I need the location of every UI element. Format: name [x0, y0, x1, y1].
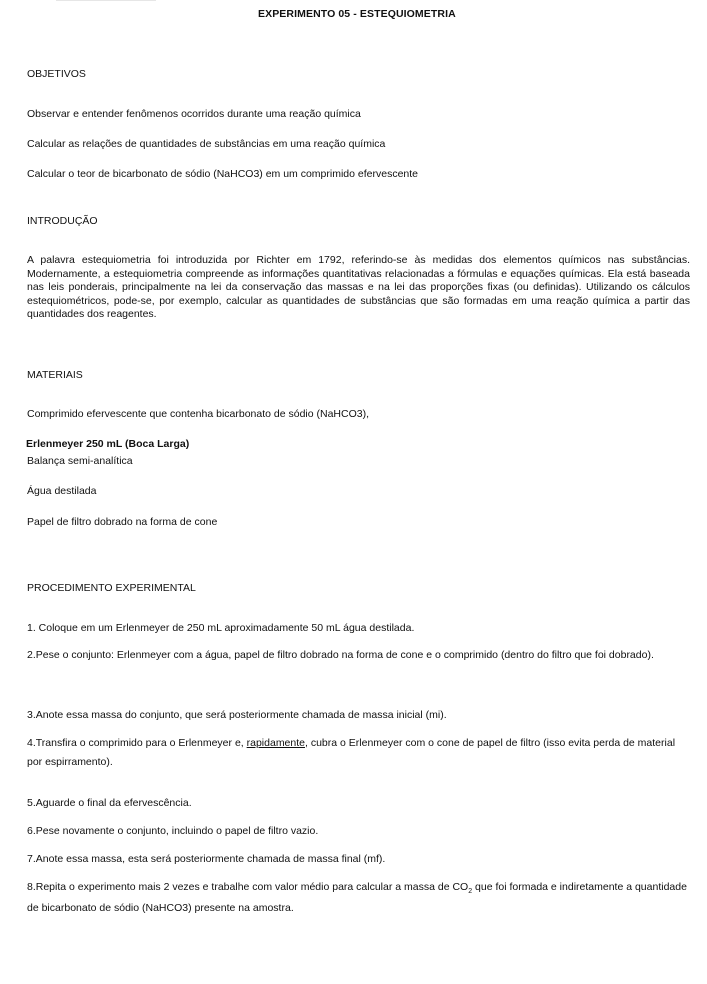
- procedure-step-4-text-end: , cubra o Erlenmeyer com o cone de papel de filtro (isso evita perda de material por espirramento).: [27, 737, 676, 768]
- materiais-heading: MATERIAIS: [27, 369, 83, 381]
- introducao-heading: INTRODUÇÃO: [27, 215, 98, 227]
- material-item: Água destilada: [27, 485, 97, 497]
- material-item: Papel de filtro dobrado na forma de cone: [27, 516, 218, 528]
- material-item: Balança semi-analítica: [27, 455, 133, 467]
- procedure-step-1: 1. Coloque em um Erlenmeyer de 250 mL aproximadamente 50 mL água destilada.: [27, 622, 415, 634]
- objetivos-heading: OBJETIVOS: [27, 68, 86, 80]
- material-item-erlenmeyer: Erlenmeyer 250 mL (Boca Larga): [26, 438, 190, 450]
- objetivo-item: Calcular as relações de quantidades de substâncias em uma reação química: [27, 138, 386, 150]
- procedure-step-7: 7.Anote essa massa, esta será posteriormente chamada de massa final (mf).: [27, 853, 386, 865]
- objetivo-item: Observar e entender fenômenos ocorridos durante uma reação química: [27, 108, 361, 120]
- procedure-step-2: 2.Pese o conjunto: Erlenmeyer com a água, papel de filtro dobrado na forma de cone e o comprimido (dentro do filtro que foi dobrado).: [27, 649, 654, 661]
- procedure-step-8: [27, 879, 687, 917]
- material-item: Comprimido efervescente que contenha bicarbonato de sódio (NaHCO3),: [27, 408, 370, 420]
- co2-subscript: 2: [468, 888, 473, 896]
- procedure-step-3: 3.Anote essa massa do conjunto, que será posteriormente chamada de massa inicial (mi).: [27, 709, 447, 721]
- top-edge-line: [56, 0, 156, 1]
- procedure-step-8-text-end: que foi formada e indiretamente a quantidade de bicarbonato de sódio (NaHCO3) presente na amostra.: [27, 881, 687, 915]
- procedure-step-4-text: 4.Transfira o comprimido para o Erlenmeyer e,: [27, 737, 247, 749]
- procedimento-heading: PROCEDIMENTO EXPERIMENTAL: [27, 582, 196, 594]
- procedure-step-4-emphasis: rapidamente: [246, 737, 305, 749]
- procedure-step-5: 5.Aguarde o final da efervescência.: [27, 797, 192, 809]
- procedure-step-4: [27, 734, 687, 772]
- objetivo-item: Calcular o teor de bicarbonato de sódio (NaHCO3) em um comprimido efervescente: [27, 168, 419, 180]
- introducao-paragraph: A palavra estequiometria foi introduzida por Richter em 1792, referindo-se às medidas dos elementos químicos nas substâncias. Modernamente, a estequiometria compreende as informações quantitativas relacionadas a fórmulas e equações químicas. Ela está baseada nas leis ponderais, principalmente na lei da conservação das massas e na lei das proporções fixas (ou definidas). Utilizando os cálculos estequiométricos, pode-se, por exemplo, calcular as quantidades de substâncias que são formadas em uma reação química a partir das quantidades dos reagentes.: [27, 254, 690, 320]
- procedure-step-6: 6.Pese novamente o conjunto, incluindo o papel de filtro vazio.: [27, 825, 319, 837]
- document-title: EXPERIMENTO 05 - ESTEQUIOMETRIA: [258, 8, 456, 20]
- procedure-step-8-text: 8.Repita o experimento mais 2 vezes e trabalhe com valor médio para calcular a massa de CO: [27, 881, 469, 893]
